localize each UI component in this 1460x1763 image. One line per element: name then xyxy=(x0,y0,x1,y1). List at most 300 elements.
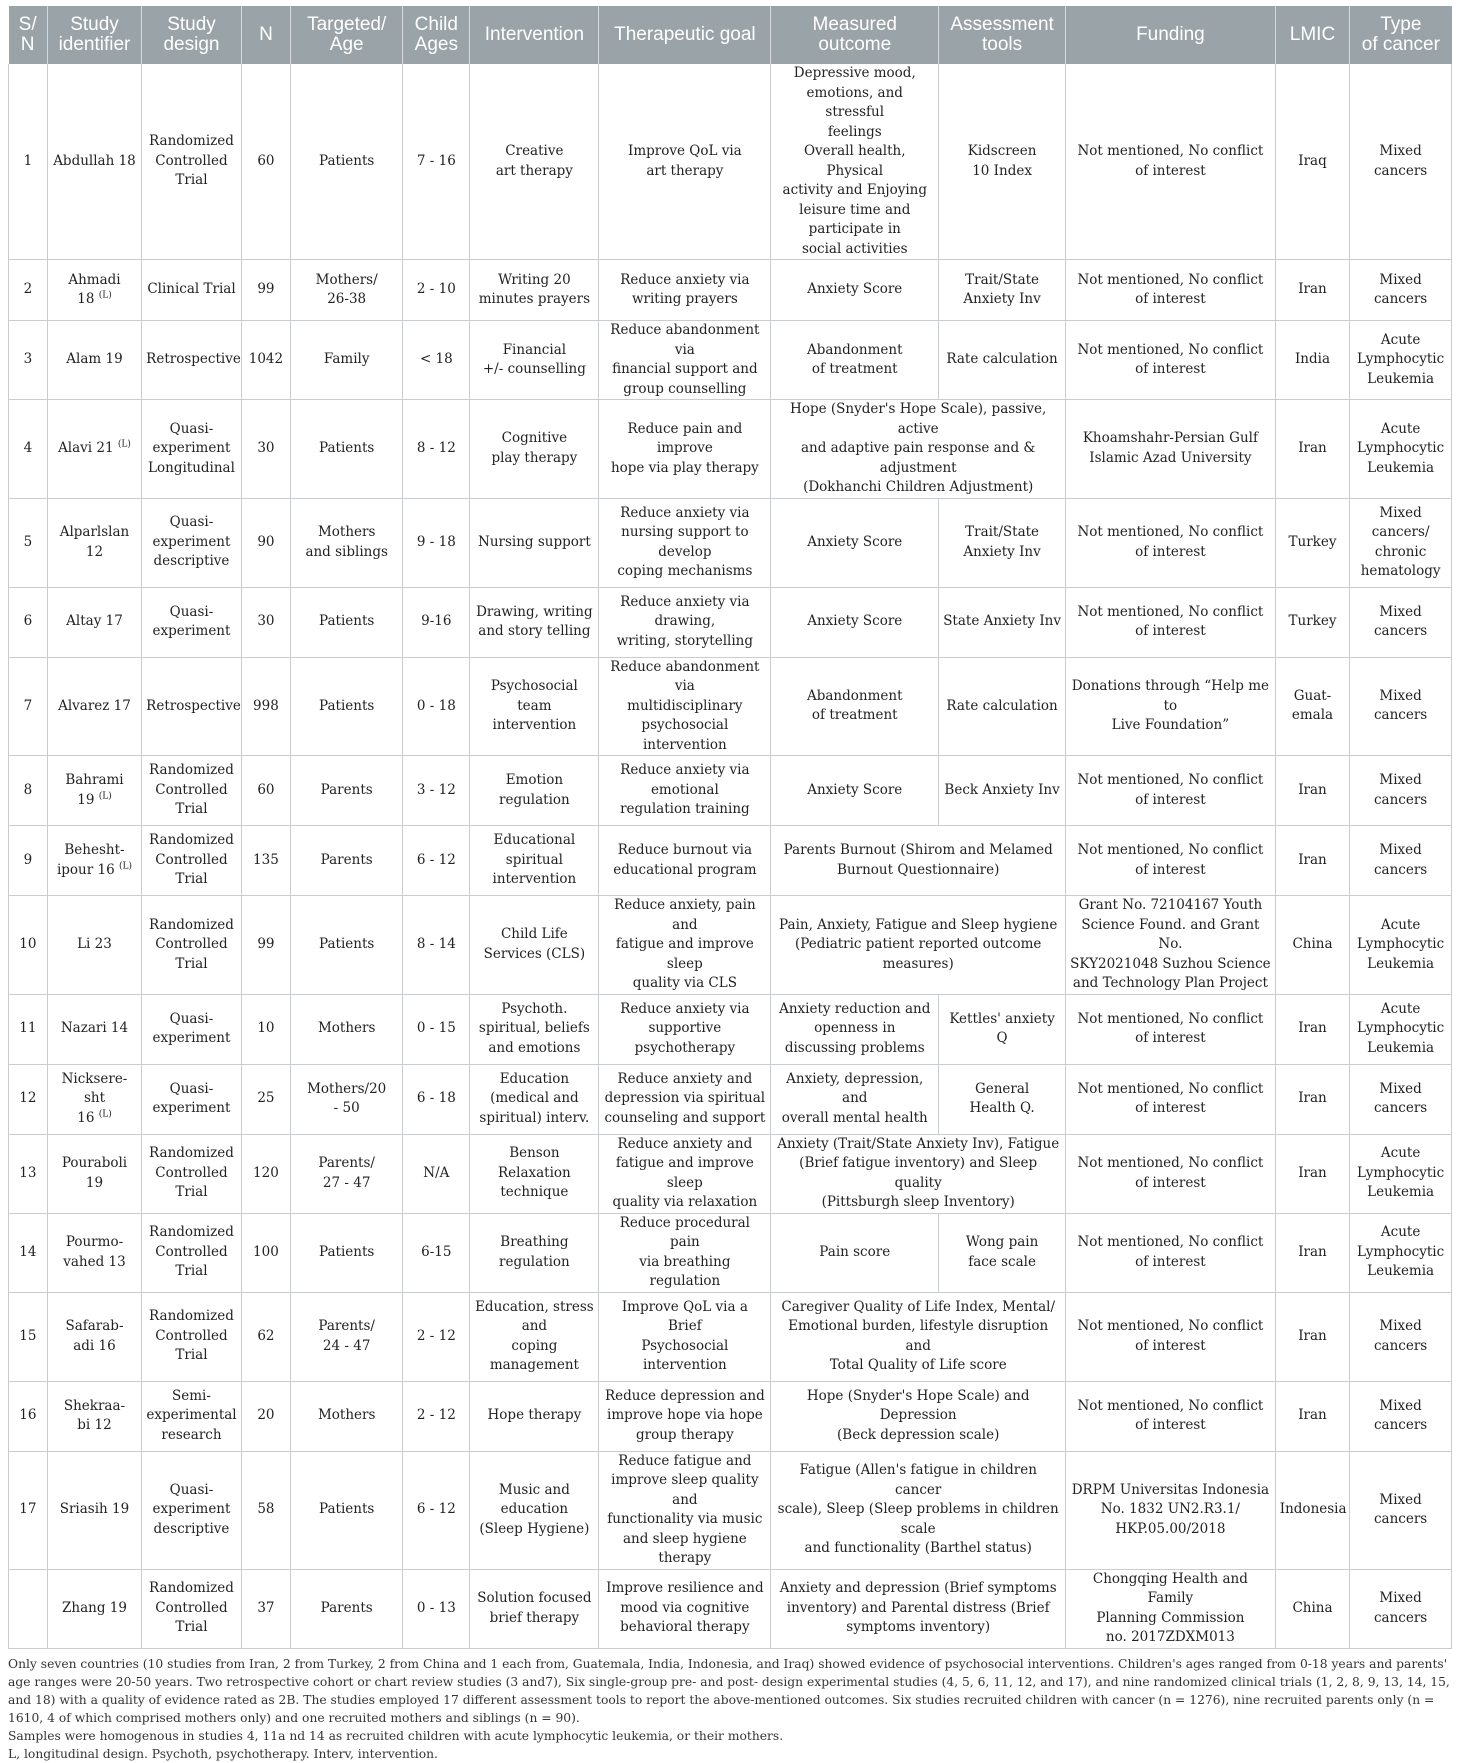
cell-study-design xyxy=(142,1292,242,1381)
cell-n xyxy=(241,321,290,400)
cell-type-of-cancer xyxy=(1350,1292,1452,1381)
cell-child-ages xyxy=(403,1451,470,1569)
cell-targeted-age xyxy=(291,1064,403,1134)
cell-intervention-text: Solution focused brief therapy xyxy=(477,1590,592,1626)
cell-lmic-text: Iran xyxy=(1298,1090,1327,1107)
cell-sn xyxy=(9,400,48,499)
cell-funding-text: Not mentioned, No conflict of interest xyxy=(1077,1318,1264,1354)
cell-child-ages-text: 3 - 12 xyxy=(416,781,456,798)
cell-therapeutic-goal-text: Reduce anxiety and fatigue and improve sleep quality via relaxation xyxy=(612,1135,758,1210)
cell-measured-outcome-text: Pain score xyxy=(819,1243,891,1260)
cell-sn-text: 16 xyxy=(19,1407,37,1424)
table-row xyxy=(9,64,1452,260)
cell-type-of-cancer-text: Mixed cancers xyxy=(1373,1397,1428,1433)
cell-intervention-text: Education, stress and coping management xyxy=(475,1298,594,1373)
cell-targeted-age-text: Parents xyxy=(320,781,373,798)
cell-study-identifier-text: Bahrami 19 xyxy=(65,772,124,808)
cell-funding-text: Not mentioned, No conflict of interest xyxy=(1077,1080,1264,1116)
cell-measured-outcome-text: Fatigue (Allen's fatigue in children cancer scale), Sleep (Sleep problems in children scale and functionality (Barthel status) xyxy=(777,1462,1059,1557)
cell-targeted-age xyxy=(291,321,403,400)
cell-study-design xyxy=(142,64,242,260)
cell-study-identifier xyxy=(47,64,141,260)
cell-n-text: 135 xyxy=(253,851,279,868)
cell-lmic xyxy=(1275,1134,1349,1213)
cell-type-of-cancer-text: Mixed cancers xyxy=(1373,772,1428,808)
cell-study-design-text: Clinical Trial xyxy=(147,281,236,298)
cell-targeted-age-text: Mothers/ 26-38 xyxy=(315,271,378,307)
cell-measured-outcome-text: Abandonment of treatment xyxy=(806,687,903,724)
footnote-abbreviations: L, longitudinal design. Psychoth, psychotherapy. Interv, intervention. xyxy=(8,1746,438,1761)
cell-child-ages-text: 0 - 18 xyxy=(416,697,456,714)
cell-study-design-text: Randomized Controlled Trial xyxy=(149,832,234,888)
cell-type-of-cancer xyxy=(1350,896,1452,995)
footnote-summary: Only seven countries (10 studies from Iran, 2 from Turkey, 2 from China and 1 each from, Guatemala, India, Indonesia, and Iraq) showed evidence of psychosocial interventions. Children's ages ranged from 0-18 years and parents' age ranges were 20-50 years. Two retrospective cohort or chart review studies (3 and7), Six single-group pre- and post- design experimental studies (4, 5, 6, 11, 12, and 17), and nine randomized clinical trials (1, 2, 8, 9, 13, 14, 15, and 18) with a quality of evidence rated as 2B. The studies employed 17 different assessment tools to report the above-mentioned outcomes. Six studies recruited children with cancer (n = 1276), nine recruited parents only (n = 1610, 4 of which comprised mothers only) and one recruited mothers and siblings (n = 90). xyxy=(8,1656,1450,1725)
cell-n xyxy=(241,1292,290,1381)
cell-sn xyxy=(9,1381,48,1451)
cell-sn-text: 11 xyxy=(19,1020,37,1037)
cell-funding-text: Grant No. 72104167 Youth Science Found. and Grant No. SKY2021048 Suzhou Science and Technology Plan Project xyxy=(1070,897,1271,991)
cell-targeted-age xyxy=(291,826,403,896)
cell-intervention xyxy=(470,400,599,499)
cell-measured-outcome-text: Anxiety (Trait/State Anxiety Inv), Fatigue (Brief fatigue inventory) and Sleep quality (Pittsburgh sleep Inventory) xyxy=(777,1135,1060,1210)
cell-sn-text: 15 xyxy=(19,1327,37,1344)
cell-child-ages xyxy=(403,657,470,756)
cell-type-of-cancer-text: Mixed cancers xyxy=(1373,603,1428,639)
cell-study-design xyxy=(142,260,242,321)
cell-sn-text: 7 xyxy=(23,697,33,714)
cell-type-of-cancer-text: Acute Lymphocytic Leukemia xyxy=(1357,331,1445,387)
header-row xyxy=(9,6,1452,64)
cell-child-ages xyxy=(403,896,470,995)
cell-child-ages-text: 6 - 18 xyxy=(416,1090,456,1107)
cell-study-identifier-text: Alvarez 17 xyxy=(58,697,131,714)
cell-child-ages xyxy=(403,1569,470,1648)
cell-n xyxy=(241,400,290,499)
cell-n-text: 998 xyxy=(253,697,279,714)
cell-child-ages-text: 2 - 12 xyxy=(416,1407,456,1424)
cell-assessment-tools xyxy=(939,498,1066,587)
header-study-design: Study design xyxy=(142,6,242,64)
cell-sn xyxy=(9,498,48,587)
cell-study-design-text: Randomized Controlled Trial xyxy=(149,762,234,818)
cell-sn xyxy=(9,1213,48,1292)
cell-intervention xyxy=(470,587,599,657)
cell-study-identifier xyxy=(47,587,141,657)
header-lmic: LMIC xyxy=(1275,6,1349,64)
header-study-identifier: Study identifier xyxy=(47,6,141,64)
cell-child-ages xyxy=(403,1213,470,1292)
cell-lmic-text: Iran xyxy=(1298,1243,1327,1260)
cell-study-identifier-text: Li 23 xyxy=(77,936,112,952)
cell-intervention xyxy=(470,657,599,756)
table-container xyxy=(8,6,1452,1763)
cell-lmic xyxy=(1275,1292,1349,1381)
cell-funding xyxy=(1066,260,1276,321)
cell-child-ages xyxy=(403,1292,470,1381)
cell-type-of-cancer-text: Acute Lymphocytic Leukemia xyxy=(1357,916,1445,972)
cell-measured-outcome-text: Anxiety Score xyxy=(807,281,903,298)
cell-assessment-tools xyxy=(939,1064,1066,1134)
cell-study-identifier-text: Behesht- ipour 16 xyxy=(56,842,125,878)
cell-targeted-age-text: Parents/ 24 - 47 xyxy=(318,1318,375,1354)
cell-child-ages-text: 0 - 15 xyxy=(416,1020,456,1037)
cell-therapeutic-goal xyxy=(599,756,771,826)
cell-child-ages-text: 0 - 13 xyxy=(416,1599,456,1616)
cell-n xyxy=(241,1064,290,1134)
cell-measured-outcome-text: Hope (Snyder's Hope Scale), passive, active and adaptive pain response and & adjustment (Dokhanchi Children Adjustment) xyxy=(790,401,1047,495)
cell-funding-text: Not mentioned, No conflict of interest xyxy=(1077,842,1264,878)
cell-funding xyxy=(1066,1292,1276,1381)
cell-lmic-text: Guat- emala xyxy=(1291,687,1334,724)
cell-study-design-text: Quasi- experiment descriptive xyxy=(152,514,231,570)
cell-therapeutic-goal-text: Reduce procedural pain via breathing regulation xyxy=(619,1214,750,1289)
cell-lmic xyxy=(1275,896,1349,995)
cell-targeted-age-text: Mothers xyxy=(317,1407,376,1424)
cell-type-of-cancer xyxy=(1350,994,1452,1064)
cell-sn xyxy=(9,1569,48,1648)
cell-measured-outcome xyxy=(771,896,1066,995)
cell-n-text: 1042 xyxy=(248,351,284,368)
cell-study-identifier xyxy=(47,826,141,896)
cell-funding-text: Not mentioned, No conflict of interest xyxy=(1077,341,1264,377)
cell-study-design xyxy=(142,321,242,400)
cell-funding-text: Chongqing Health and Family Planning Commission no. 2017ZDXM013 xyxy=(1092,1570,1248,1645)
cell-sn xyxy=(9,1064,48,1134)
cell-study-design xyxy=(142,400,242,499)
cell-intervention xyxy=(470,260,599,321)
cell-assessment-tools-text: Wong pain face scale xyxy=(965,1234,1039,1270)
cell-funding-text: Not mentioned, No conflict of interest xyxy=(1077,1155,1264,1191)
header-therapeutic-goal: Therapeutic goal xyxy=(599,6,771,64)
cell-child-ages xyxy=(403,587,470,657)
cell-targeted-age-text: Patients xyxy=(319,697,375,714)
cell-assessment-tools-text: General Health Q. xyxy=(969,1080,1035,1116)
cell-targeted-age xyxy=(291,400,403,499)
cell-n xyxy=(241,498,290,587)
cell-measured-outcome-text: Caregiver Quality of Life Index, Mental/ Emotional burden, lifestyle disruption and Total Quality of Life score xyxy=(781,1298,1055,1373)
table-body xyxy=(9,64,1452,1648)
studies-table xyxy=(8,6,1452,1649)
cell-assessment-tools xyxy=(939,64,1066,260)
cell-targeted-age-text: Mothers and siblings xyxy=(305,524,388,560)
cell-funding xyxy=(1066,400,1276,499)
cell-study-identifier xyxy=(47,657,141,756)
cell-study-identifier-text: Shekraa- bi 12 xyxy=(63,1397,126,1433)
cell-therapeutic-goal xyxy=(599,1381,771,1451)
cell-study-identifier-text: Abdullah 18 xyxy=(53,152,136,169)
cell-child-ages xyxy=(403,1381,470,1451)
table-row xyxy=(9,994,1452,1064)
cell-child-ages xyxy=(403,498,470,587)
cell-type-of-cancer xyxy=(1350,756,1452,826)
cell-lmic xyxy=(1275,260,1349,321)
cell-assessment-tools-text: Kettles' anxiety Q xyxy=(949,1010,1055,1046)
header-child-ages: Child Ages xyxy=(403,6,470,64)
cell-n xyxy=(241,1569,290,1648)
cell-therapeutic-goal-text: Reduce anxiety via emotional regulation training xyxy=(620,762,750,818)
cell-type-of-cancer xyxy=(1350,321,1452,400)
cell-measured-outcome xyxy=(771,994,939,1064)
cell-n-text: 99 xyxy=(257,281,275,298)
cell-study-design-text: Randomized Controlled Trial xyxy=(149,1145,234,1201)
cell-measured-outcome-text: Hope (Snyder's Hope Scale) and Depression (Beck depression scale) xyxy=(806,1387,1030,1443)
cell-child-ages-text: 6 - 12 xyxy=(416,851,456,868)
cell-intervention-text: Music and education (Sleep Hygiene) xyxy=(479,1481,590,1537)
cell-sn xyxy=(9,994,48,1064)
cell-type-of-cancer-text: Acute Lymphocytic Leukemia xyxy=(1357,1000,1445,1056)
cell-targeted-age-text: Patients xyxy=(319,613,375,630)
cell-therapeutic-goal-text: Reduce pain and improve hope via play therapy xyxy=(610,420,759,476)
cell-sn xyxy=(9,64,48,260)
cell-lmic xyxy=(1275,994,1349,1064)
cell-measured-outcome-text: Parents Burnout (Shirom and Melamed Burnout Questionnaire) xyxy=(783,842,1053,878)
cell-funding-text: Not mentioned, No conflict of interest xyxy=(1077,524,1264,560)
header-measured-outcome: Measured outcome xyxy=(771,6,939,64)
cell-sn-text: 1 xyxy=(23,152,33,169)
cell-type-of-cancer xyxy=(1350,826,1452,896)
cell-n-text: 99 xyxy=(257,936,275,952)
cell-therapeutic-goal xyxy=(599,1569,771,1648)
cell-study-design xyxy=(142,826,242,896)
cell-study-identifier-text: Alam 19 xyxy=(66,351,123,368)
cell-n xyxy=(241,260,290,321)
cell-child-ages-text: 2 - 10 xyxy=(416,281,456,298)
cell-child-ages-text: 8 - 12 xyxy=(416,440,456,456)
cell-assessment-tools-text: Kidscreen 10 Index xyxy=(967,143,1037,179)
cell-intervention xyxy=(470,1213,599,1292)
cell-targeted-age xyxy=(291,1381,403,1451)
cell-intervention-text: Financial +/- counselling xyxy=(482,341,586,377)
cell-measured-outcome-text: Abandonment of treatment xyxy=(806,341,903,377)
cell-type-of-cancer-text: Mixed cancers xyxy=(1373,1318,1428,1354)
cell-funding xyxy=(1066,321,1276,400)
footnote-samples: Samples were homogenous in studies 4, 11a nd 14 as recruited children with acute lymphocytic leukemia, or their mothers. xyxy=(8,1728,784,1743)
cell-n-text: 25 xyxy=(257,1090,275,1107)
cell-sn-text: 8 xyxy=(23,781,33,798)
cell-lmic-text: Iran xyxy=(1298,1020,1327,1037)
cell-child-ages xyxy=(403,64,470,260)
cell-child-ages xyxy=(403,400,470,499)
cell-lmic-text: Iran xyxy=(1298,851,1327,868)
cell-therapeutic-goal-text: Reduce anxiety, pain and fatigue and improve sleep quality via CLS xyxy=(614,897,756,991)
cell-assessment-tools xyxy=(939,756,1066,826)
cell-therapeutic-goal xyxy=(599,321,771,400)
cell-lmic xyxy=(1275,657,1349,756)
cell-study-identifier xyxy=(47,896,141,995)
cell-intervention xyxy=(470,1064,599,1134)
cell-child-ages-text: 9 - 18 xyxy=(416,533,456,550)
cell-therapeutic-goal xyxy=(599,400,771,499)
cell-lmic-text: China xyxy=(1292,936,1333,952)
cell-funding xyxy=(1066,657,1276,756)
cell-assessment-tools-text: Rate calculation xyxy=(946,697,1058,714)
cell-study-design-text: Randomized Controlled Trial xyxy=(149,133,234,189)
cell-lmic-text: Iran xyxy=(1298,1327,1327,1344)
cell-lmic xyxy=(1275,64,1349,260)
header-funding: Funding xyxy=(1066,6,1276,64)
cell-intervention xyxy=(470,1451,599,1569)
cell-measured-outcome xyxy=(771,1569,1066,1648)
cell-type-of-cancer-text: Mixed cancers xyxy=(1373,842,1428,878)
cell-therapeutic-goal xyxy=(599,1213,771,1292)
cell-lmic xyxy=(1275,756,1349,826)
table-row xyxy=(9,260,1452,321)
cell-study-identifier xyxy=(47,498,141,587)
table-row xyxy=(9,1451,1452,1569)
cell-therapeutic-goal-text: Reduce anxiety via nursing support to develop coping mechanisms xyxy=(617,504,753,579)
cell-study-design xyxy=(142,896,242,995)
cell-study-design xyxy=(142,1451,242,1569)
cell-lmic-text: Iran xyxy=(1298,440,1327,456)
cell-intervention xyxy=(470,498,599,587)
cell-funding xyxy=(1066,1134,1276,1213)
cell-therapeutic-goal-text: Reduce anxiety and depression via spiritual counseling and support xyxy=(604,1070,766,1126)
cell-study-identifier xyxy=(47,756,141,826)
cell-child-ages xyxy=(403,260,470,321)
cell-intervention-text: Education (medical and spiritual) interv. xyxy=(479,1070,590,1126)
cell-sn-text: 5 xyxy=(23,533,33,550)
cell-sn-text: 6 xyxy=(23,613,33,630)
cell-study-design xyxy=(142,1213,242,1292)
cell-study-identifier xyxy=(47,994,141,1064)
cell-study-design xyxy=(142,498,242,587)
cell-targeted-age-text: Mothers/20 - 50 xyxy=(307,1080,387,1116)
cell-study-design-text: Quasi- experiment xyxy=(152,603,231,639)
cell-lmic-text: Turkey xyxy=(1288,533,1337,550)
cell-targeted-age xyxy=(291,1569,403,1648)
cell-type-of-cancer-text: Acute Lymphocytic Leukemia xyxy=(1357,420,1445,476)
cell-measured-outcome-text: Anxiety Score xyxy=(807,613,903,630)
cell-n xyxy=(241,994,290,1064)
longitudinal-marker: (L) xyxy=(98,290,112,301)
cell-assessment-tools xyxy=(939,1213,1066,1292)
cell-lmic xyxy=(1275,1381,1349,1451)
cell-type-of-cancer-text: Mixed cancers xyxy=(1373,271,1428,307)
cell-therapeutic-goal xyxy=(599,994,771,1064)
cell-study-design-text: Randomized Controlled Trial xyxy=(149,1580,234,1636)
cell-measured-outcome xyxy=(771,321,939,400)
cell-funding-text: Donations through “Help me to Live Foundation” xyxy=(1071,678,1269,733)
cell-sn-text: 14 xyxy=(19,1243,37,1260)
table-row xyxy=(9,896,1452,995)
cell-therapeutic-goal xyxy=(599,64,771,260)
cell-therapeutic-goal xyxy=(599,1064,771,1134)
cell-intervention-text: Educational spiritual intervention xyxy=(492,832,577,888)
cell-study-identifier-text: Safarab- adi 16 xyxy=(65,1318,124,1354)
cell-study-design-text: Quasi- experiment xyxy=(152,1010,231,1046)
cell-funding xyxy=(1066,1064,1276,1134)
cell-targeted-age-text: Patients xyxy=(319,152,375,169)
cell-targeted-age-text: Parents xyxy=(320,1599,373,1616)
cell-study-identifier xyxy=(47,1134,141,1213)
table-row xyxy=(9,1213,1452,1292)
cell-measured-outcome xyxy=(771,260,939,321)
cell-measured-outcome xyxy=(771,756,939,826)
cell-funding xyxy=(1066,826,1276,896)
cell-targeted-age xyxy=(291,1451,403,1569)
longitudinal-marker: (L) xyxy=(118,861,132,871)
cell-study-identifier-text: Pouraboli 19 xyxy=(61,1155,128,1191)
cell-study-identifier xyxy=(47,1064,141,1134)
cell-measured-outcome-text: Anxiety reduction and openness in discussing problems xyxy=(779,1000,931,1056)
cell-assessment-tools-text: Rate calculation xyxy=(946,351,1058,368)
cell-study-identifier xyxy=(47,260,141,321)
header-intervention: Intervention xyxy=(470,6,599,64)
cell-intervention-text: Psychosocial team intervention xyxy=(490,678,578,733)
cell-measured-outcome xyxy=(771,400,1066,499)
cell-assessment-tools-text: State Anxiety Inv xyxy=(943,613,1061,630)
cell-targeted-age-text: Patients xyxy=(319,440,375,456)
cell-n xyxy=(241,826,290,896)
cell-targeted-age xyxy=(291,896,403,995)
cell-funding xyxy=(1066,994,1276,1064)
cell-assessment-tools-text: Beck Anxiety Inv xyxy=(944,781,1060,798)
cell-intervention xyxy=(470,321,599,400)
cell-study-identifier-text: Pourmo- vahed 13 xyxy=(63,1234,126,1270)
cell-funding xyxy=(1066,1569,1276,1648)
cell-lmic xyxy=(1275,587,1349,657)
cell-funding-text: Not mentioned, No conflict of interest xyxy=(1077,603,1264,639)
cell-lmic xyxy=(1275,1064,1349,1134)
cell-n xyxy=(241,1381,290,1451)
cell-funding-text: Not mentioned, No conflict of interest xyxy=(1077,772,1264,808)
cell-study-design-text: Semi- experimental research xyxy=(146,1387,237,1443)
cell-type-of-cancer xyxy=(1350,400,1452,499)
table-row xyxy=(9,1292,1452,1381)
cell-type-of-cancer xyxy=(1350,1213,1452,1292)
cell-lmic-text: Turkey xyxy=(1288,613,1337,630)
header-n: N xyxy=(241,6,290,64)
cell-sn xyxy=(9,1134,48,1213)
table-row xyxy=(9,587,1452,657)
cell-study-design xyxy=(142,1134,242,1213)
cell-lmic xyxy=(1275,1213,1349,1292)
cell-study-design xyxy=(142,657,242,756)
cell-assessment-tools-text: Trait/State Anxiety Inv xyxy=(963,524,1041,560)
table-row xyxy=(9,657,1452,756)
cell-targeted-age-text: Parents/ 27 - 47 xyxy=(318,1155,375,1191)
cell-lmic-text: Iraq xyxy=(1298,152,1327,169)
cell-intervention-text: Hope therapy xyxy=(487,1407,582,1424)
cell-intervention-text: Writing 20 minutes prayers xyxy=(478,271,591,307)
cell-n xyxy=(241,657,290,756)
cell-measured-outcome xyxy=(771,1451,1066,1569)
cell-n-text: 60 xyxy=(257,152,275,169)
cell-child-ages-text: 7 - 16 xyxy=(416,152,456,169)
cell-n-text: 120 xyxy=(253,1164,279,1181)
cell-study-design-text: Randomized Controlled Trial xyxy=(149,1224,234,1280)
cell-sn xyxy=(9,321,48,400)
cell-study-design-text: Quasi- experiment Longitudinal xyxy=(148,420,235,476)
cell-type-of-cancer-text: Mixed cancers/ chronic hematology xyxy=(1360,504,1441,579)
cell-type-of-cancer xyxy=(1350,1451,1452,1569)
cell-therapeutic-goal xyxy=(599,1292,771,1381)
cell-sn-text: 9 xyxy=(23,851,33,868)
cell-intervention-text: Child Life Services (CLS) xyxy=(483,926,586,962)
cell-intervention xyxy=(470,896,599,995)
cell-targeted-age xyxy=(291,260,403,321)
cell-n xyxy=(241,756,290,826)
cell-sn-text: 17 xyxy=(19,1501,37,1518)
cell-therapeutic-goal xyxy=(599,826,771,896)
cell-measured-outcome xyxy=(771,587,939,657)
cell-n xyxy=(241,64,290,260)
cell-study-identifier xyxy=(47,321,141,400)
cell-n-text: 20 xyxy=(257,1407,275,1424)
cell-measured-outcome xyxy=(771,1134,1066,1213)
longitudinal-marker: (L) xyxy=(98,791,112,801)
cell-funding xyxy=(1066,1451,1276,1569)
